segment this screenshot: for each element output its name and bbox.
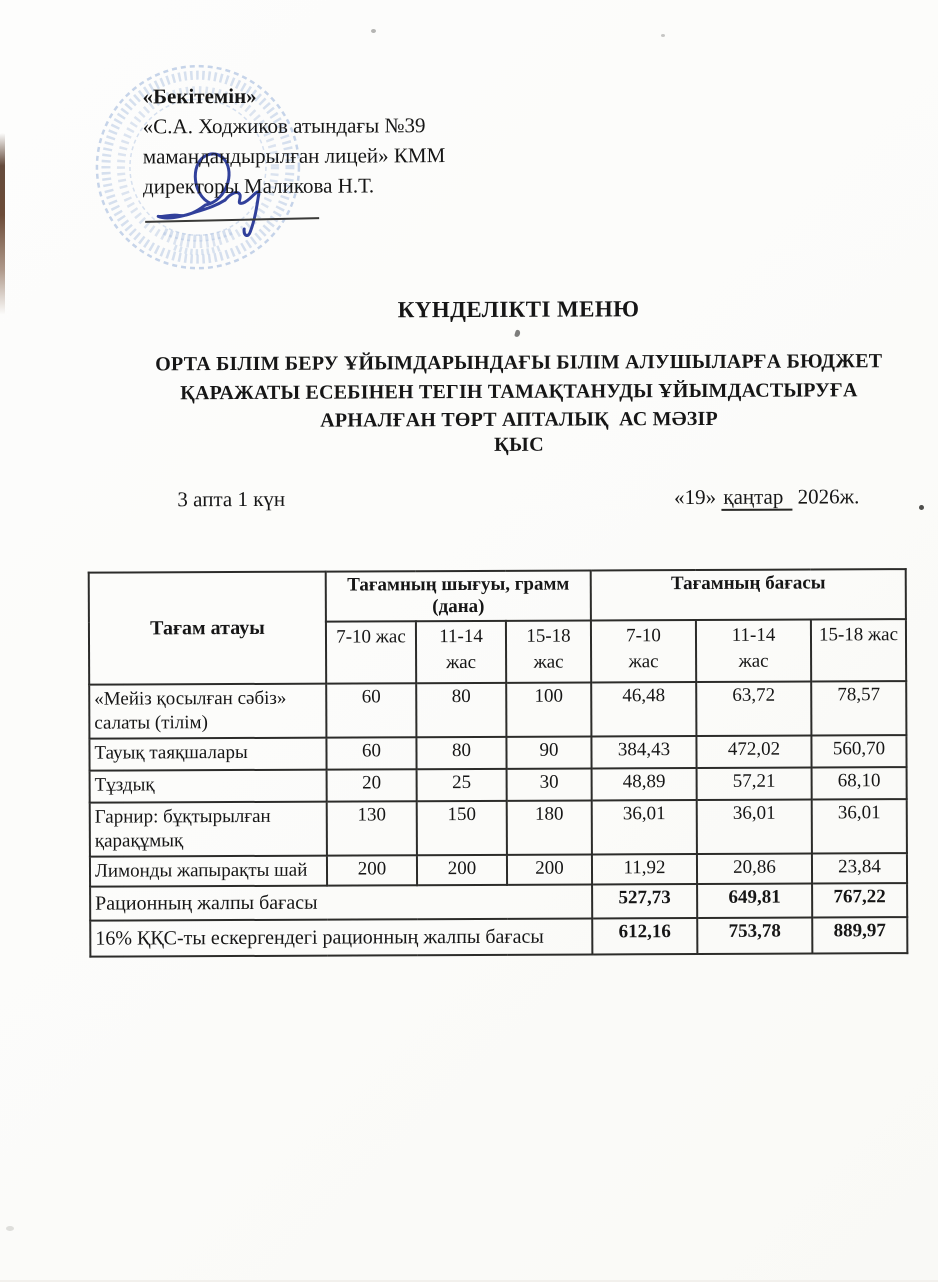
col-header-price-age-15-18: 15-18 жас [811, 619, 906, 681]
approval-block [143, 80, 446, 201]
dish-name-cell: Тауық таяқшалары [89, 738, 326, 771]
summary-row-total [90, 883, 907, 921]
price-cell: 48,89 [592, 768, 697, 800]
summary-price-cell: 767,22 [812, 883, 907, 917]
grams-cell: 80 [416, 737, 506, 769]
col-group-price: Тағамның бағасы [591, 569, 906, 620]
summary-price-cell: 527,73 [592, 884, 697, 918]
dish-name-cell: «Мейіз қосылған сәбіз» салаты (тілім) [89, 684, 326, 739]
col-group-output-grams: Тағамның шығуы, грамм (дана) [326, 570, 591, 621]
col-header-grams-age-11-14: 11-14 жас [416, 621, 506, 683]
price-cell: 11,92 [592, 854, 697, 884]
summary-label: 16% ҚҚС-ты ескергендегі рационның жалпы бағасы [90, 918, 592, 956]
approval-line: «С.А. Ходжиков атындағы №39 [142, 113, 426, 139]
price-cell: 68,10 [812, 767, 907, 799]
dish-name-cell: Тұздық [90, 770, 327, 803]
grams-cell: 60 [326, 737, 416, 769]
summary-row-total-with-vat [90, 917, 907, 957]
col-header-grams-age-7-10: 7-10 жас [326, 621, 416, 683]
document-subtitle: ОРТА БІЛІМ БЕРУ ҰЙЫМДАРЫНДАҒЫ БІЛІМ АЛУШЫЛАРҒА БЮДЖЕТ ҚАРАЖАТЫ ЕСЕБІНЕН ТЕГІН ТАМАҚТАНУДЫ ҰЙЫМДАСТЫРУҒА АРНАЛҒАН ТӨРТ АПТАЛЫҚ АС МӘЗІР [155, 350, 883, 432]
price-cell: 36,01 [812, 799, 907, 853]
summary-price-cell: 889,97 [812, 917, 907, 953]
table-row [89, 735, 906, 771]
approval-line: директоры Маликова Н.Т. [142, 173, 375, 199]
grams-cell: 130 [327, 801, 417, 855]
table-row [89, 681, 906, 739]
summary-price-cell: 612,16 [592, 918, 697, 954]
price-cell: 384,43 [591, 736, 696, 768]
grams-cell: 200 [327, 855, 417, 885]
header-group-row [89, 569, 906, 623]
grams-cell: 90 [506, 736, 591, 768]
grams-cell: 60 [326, 683, 416, 737]
price-cell: 23,84 [812, 853, 907, 883]
col-header-grams-age-15-18: 15-18 жас [506, 620, 591, 682]
col-header-dish-name: Тағам атауы [89, 572, 326, 685]
price-cell: 57,21 [697, 768, 812, 801]
grams-cell: 30 [507, 768, 592, 800]
price-cell: 46,48 [591, 682, 696, 736]
approval-line: «Бекітемін» [142, 83, 257, 109]
grams-cell: 200 [507, 854, 592, 884]
grams-cell: 100 [506, 682, 591, 736]
document-title: КҮНДЕЛІКТІ МЕНЮ [397, 296, 640, 323]
date-row [177, 484, 859, 512]
price-cell: 78,57 [811, 681, 906, 735]
grams-cell: 25 [417, 769, 507, 801]
price-cell: 560,70 [811, 735, 906, 767]
summary-price-cell: 649,81 [697, 884, 812, 919]
price-cell: 472,02 [696, 736, 811, 769]
col-header-price-age-11-14: 11-14 жас [696, 620, 811, 683]
grams-cell: 150 [417, 801, 507, 855]
table-row [90, 767, 907, 803]
date-value [674, 484, 859, 510]
price-cell: 36,01 [697, 800, 812, 855]
date-day: «19» [674, 484, 717, 510]
summary-price-cell: 753,78 [697, 918, 812, 955]
season-label: ҚЫС [494, 433, 545, 456]
menu-table [88, 568, 909, 958]
dish-name-cell: Гарнир: бұқтырылған қарақұмық [90, 802, 327, 857]
price-cell: 36,01 [592, 800, 697, 854]
table-row [90, 853, 907, 887]
price-cell: 63,72 [696, 682, 811, 737]
grams-cell: 80 [416, 683, 506, 737]
date-month-underlined: қаңтар [721, 485, 792, 511]
grams-cell: 200 [417, 855, 507, 885]
price-cell: 20,86 [697, 854, 812, 885]
table-row [90, 799, 907, 857]
col-header-price-age-7-10: 7-10 жас [591, 620, 696, 682]
date-year: 2026ж. [797, 484, 860, 509]
grams-cell: 20 [327, 769, 417, 801]
dish-name-cell: Лимонды жапырақты шай [90, 856, 327, 887]
approval-line: мамандандырылған лицей» КММ [142, 143, 446, 169]
summary-label: Рационның жалпы бағасы [90, 884, 592, 920]
grams-cell: 180 [507, 800, 592, 854]
week-day-label: 3 апта 1 күн [177, 486, 286, 512]
